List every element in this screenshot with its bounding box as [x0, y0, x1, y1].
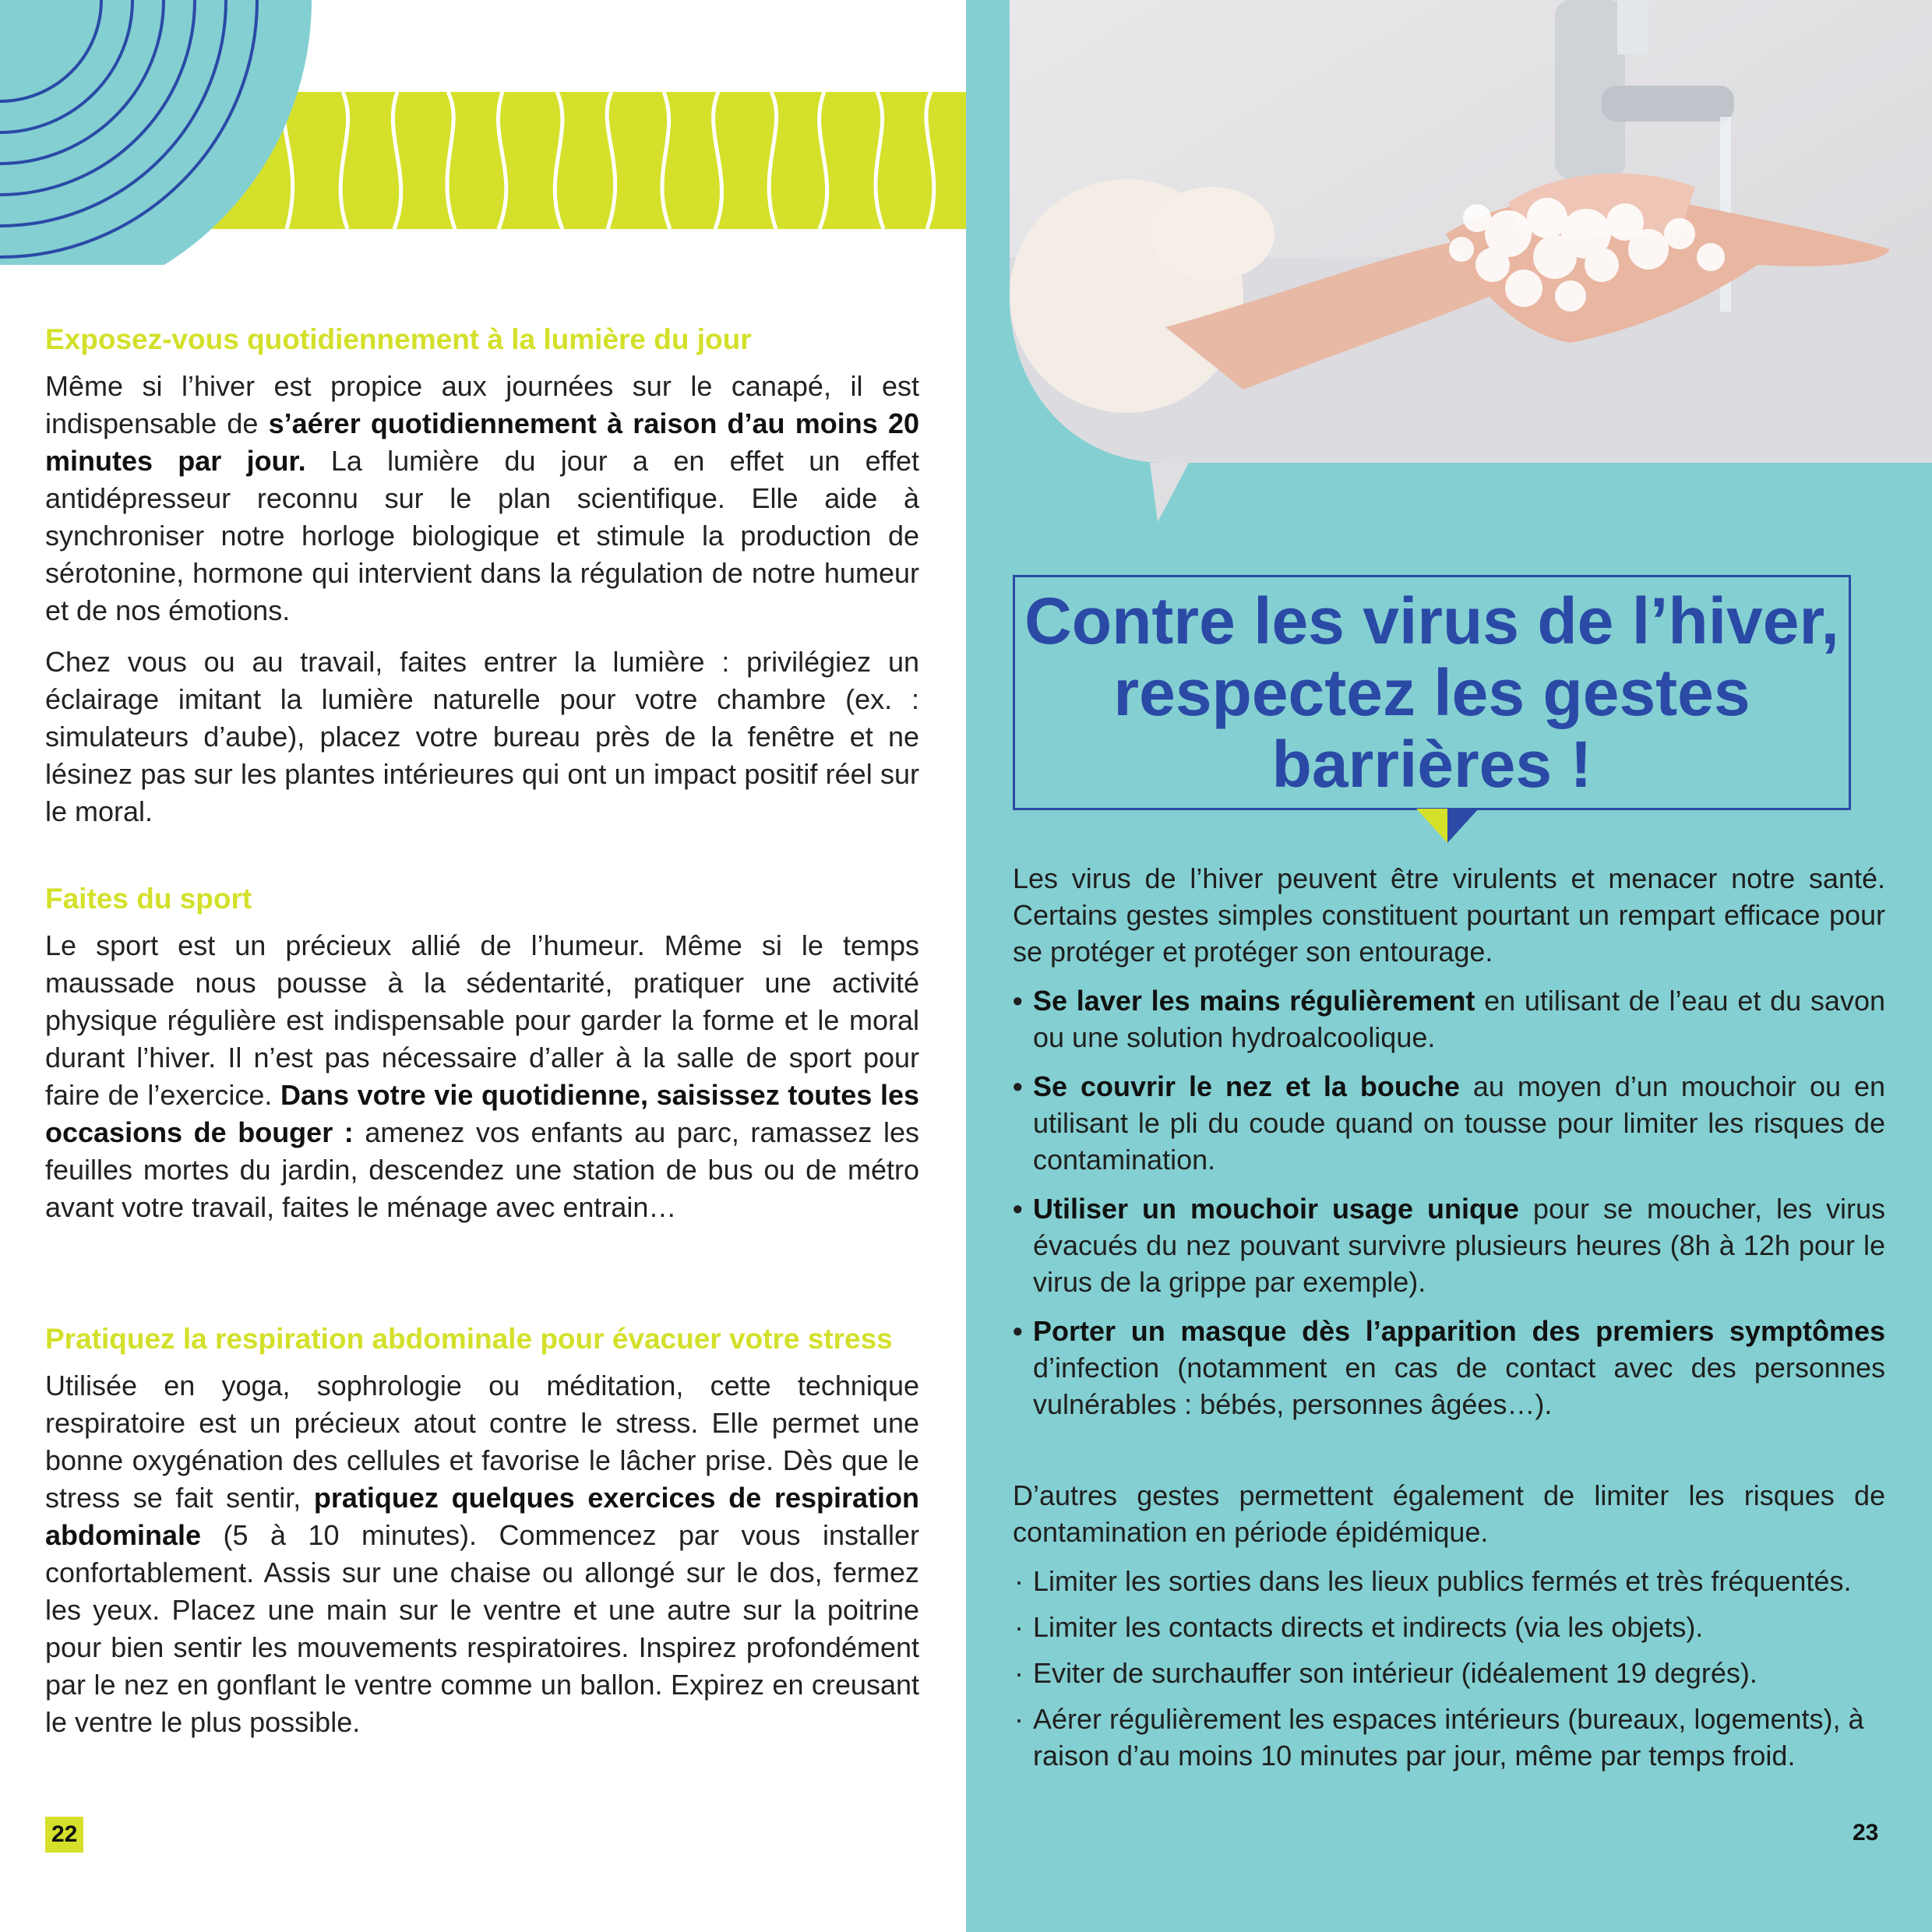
right-page — [966, 0, 1932, 1932]
other-gestures — [1013, 1477, 1885, 1783]
page-number-left: 22 — [45, 1817, 83, 1853]
page-number-right: 23 — [1853, 1820, 1879, 1846]
heading-daylight: Exposez-vous quotidiennement à la lumière du jour — [45, 323, 752, 355]
paragraph: Même si l’hiver est propice aux journées sur le canapé, il est indispensable de s’aérer quotidiennement à raison d’au moins 20 minutes par jour. La lumière du jour a en effet un effet antidépresseur reconnu sur le plan scientifique. Elle aide à synchroniser notre horloge biologique et stimule la production de sérotonine, hormone qui intervient dans la régulation de notre humeur et de nos émotions. — [45, 370, 919, 626]
intro-text: Les virus de l’hiver peuvent être virulents et menacer notre santé. Certains gestes simples constituent pourtant un rempart efficace pour se protéger et protéger son entourage. — [1013, 862, 1885, 968]
paragraph: Chez vous ou au travail, faites entrer la lumière : privilégiez un éclairage imitant la lumière naturelle pour votre chambre (ex. : simulateurs d’aube), placez votre bureau près de la fenêtre et ne lésinez pas sur les plantes intérieures qui ont un impact positif réel sur le moral. — [45, 646, 919, 827]
heading-sport: Faites du sport — [45, 883, 252, 915]
outro-text: D’autres gestes permettent également de limiter les risques de contamination en période épidémique. — [1013, 1479, 1885, 1548]
gestures-content — [1013, 860, 1885, 1435]
list-item: · Limiter les sorties dans les lieux publics fermés et très fréquentés. — [1014, 1565, 1852, 1597]
heading-breathing: Pratiquez la respiration abdominale pour évacuer votre stress — [45, 1323, 893, 1355]
page-title: Contre les virus de l’hiver, respectez les gestes barrières ! — [1024, 584, 1839, 801]
section-breathing — [45, 1320, 919, 1755]
section-sport — [45, 880, 919, 1240]
list-item: • Porter un masque dès l’apparition des premiers symptômes d’infection (notamment en cas de contact avec des personnes vulnérables : bébés, personnes âgées…). — [1013, 1315, 1885, 1420]
paragraph: Le sport est un précieux allié de l’humeur. Même si le temps maussade nous pousse à la sédentarité, pratiquer une activité physique régulière est indispensable pour garder la forme et le moral durant l’hiver. Il n’est pas nécessaire d’aller à la salle de sport pour faire de l’exercice. Dans votre vie quotidienne, saisissez toutes les occasions de bouger : amenez vos enfants au parc, ramassez les feuilles mortes du jardin, descendez une station de bus ou de métro avant votre travail, faites le ménage avec entrain… — [45, 929, 920, 1223]
title-box — [1013, 575, 1851, 810]
handwashing-photo — [1010, 0, 1932, 530]
list-item: • Utiliser un mouchoir usage unique pour se moucher, les virus évacués du nez pouvant survivre plusieurs heures (8h à 12h pour le virus de la grippe par exemple). — [1013, 1193, 1885, 1298]
section-daylight — [45, 321, 919, 844]
list-item: · Eviter de surchauffer son intérieur (idéalement 19 degrés). — [1014, 1657, 1757, 1689]
list-item: • Se laver les mains régulièrement en utilisant de l’eau et du savon ou une solution hydroalcoolique. — [1013, 985, 1885, 1053]
paragraph: Utilisée en yoga, sophrologie ou méditation, cette technique respiratoire est un précieux atout contre le stress. Elle permet une bonne oxygénation des cellules et favorise le lâcher prise. Dès que le stress se fait sentir, pratiquez quelques exercices de respiration abdominale (5 à 10 minutes). Commencez par vous installer confortablement. Assis sur une chaise ou allongé sur le dos, fermez les yeux. Placez une main sur le ventre et une autre sur la poitrine pour bien sentir les mouvements respiratoires. Inspirez profondément par le nez en gonflant le ventre comme un ballon. Expirez en creusant le ventre le plus possible. — [45, 1370, 919, 1738]
concentric-arcs-decoration — [0, 0, 327, 265]
list-item: · Aérer régulièrement les espaces intérieurs (bureaux, logements), à raison d’au moins 10 minutes par jour, même par temps froid. — [1014, 1703, 1864, 1772]
callout-pointer — [1416, 809, 1479, 846]
list-item: · Limiter les contacts directs et indirects (via les objets). — [1014, 1611, 1704, 1643]
list-item: • Se couvrir le nez et la bouche au moyen d’un mouchoir ou en utilisant le pli du coude quand on tousse pour limiter les risques de contamination. — [1013, 1070, 1885, 1176]
